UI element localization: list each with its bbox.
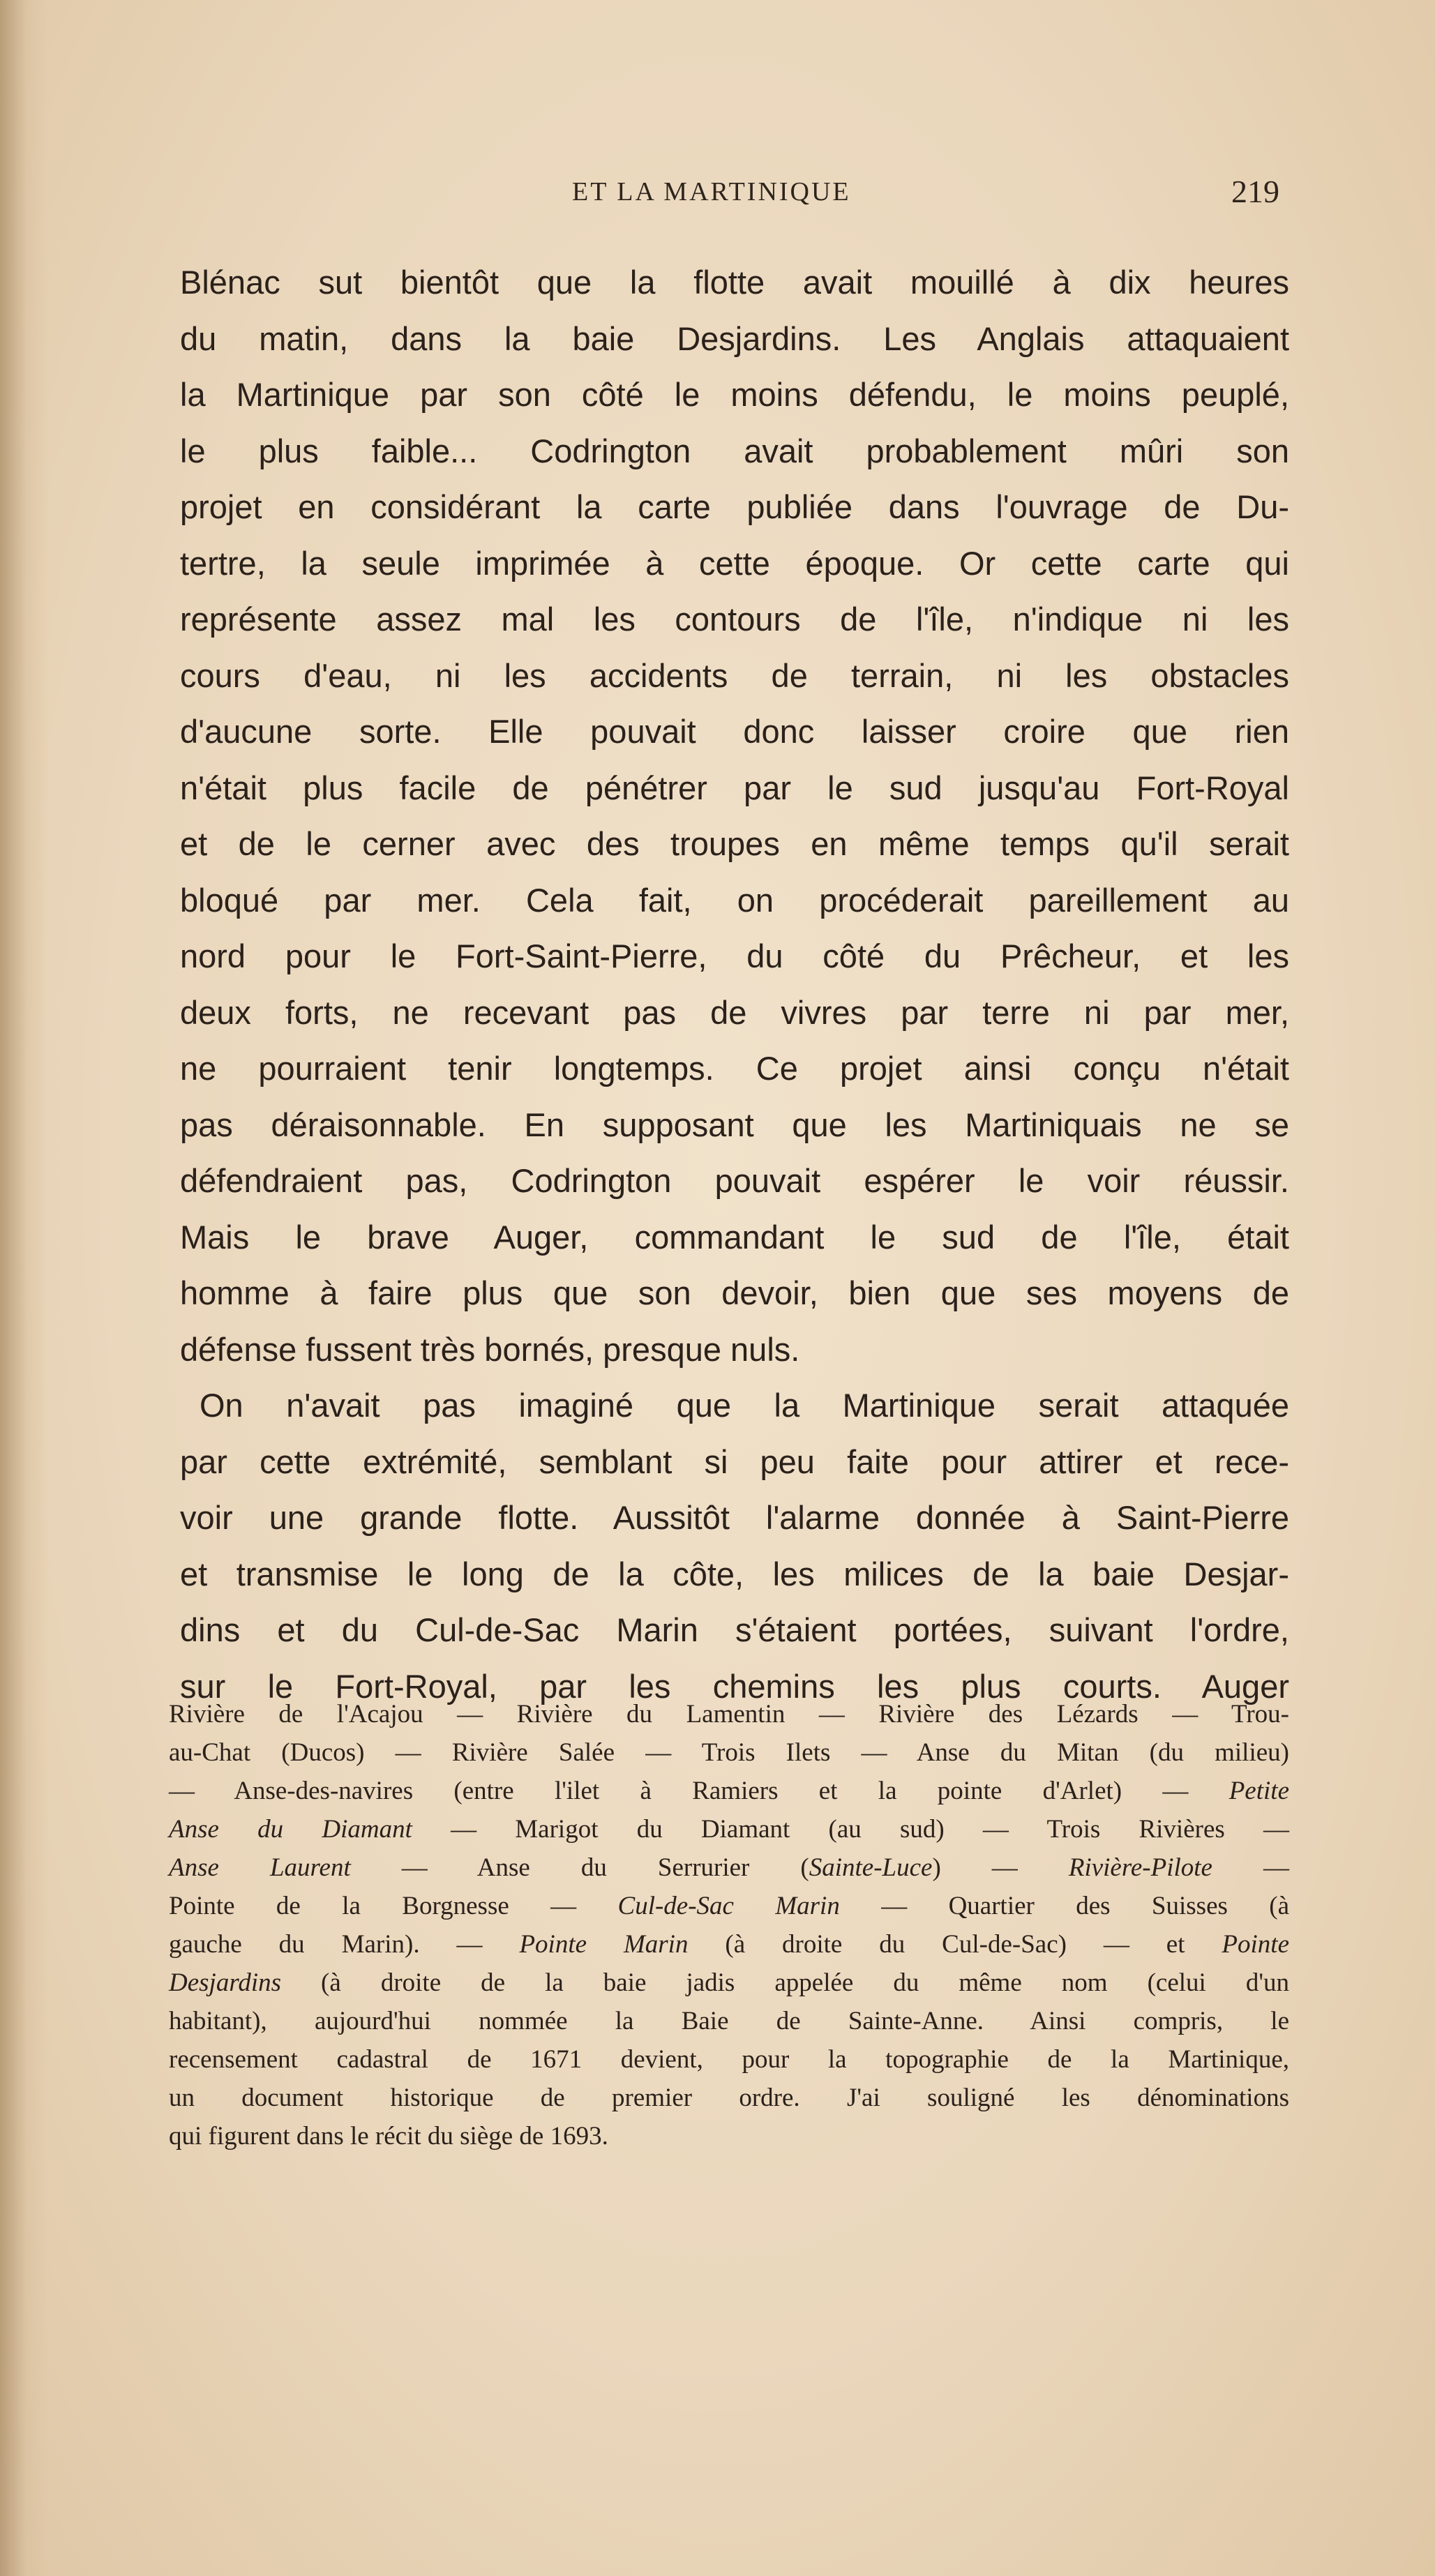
footnote-placename: Sainte-Luce xyxy=(809,1853,933,1882)
text-line: défense fussent très bornés, presque nuls. xyxy=(180,1330,800,1368)
page-edge-shadow xyxy=(0,0,49,2576)
text-line: Mais le brave Auger, commandant le sud de l'île, était xyxy=(180,1218,1289,1256)
footnote-line xyxy=(169,2040,1289,2079)
footnote-text: au-Chat (Ducos) — Rivière Salée — Trois Ilets — Anse du Mitan (du milieu) xyxy=(169,1738,1289,1767)
footnote-line xyxy=(169,1848,1289,1887)
footnote-line xyxy=(169,1925,1289,1964)
footnote-placename: Cul-de-Sac Marin xyxy=(617,1892,840,1920)
footnote-line xyxy=(169,1964,1289,2002)
footnote-placename: Pointe Marin xyxy=(519,1930,689,1959)
footnote-line xyxy=(169,1810,1289,1848)
text-line: du matin, dans la baie Desjardins. Les Anglais attaquaient xyxy=(180,319,1289,357)
text-line: pas déraisonnable. En supposant que les Martiniquais ne se xyxy=(180,1106,1289,1143)
footnote-line xyxy=(169,2002,1289,2040)
footnote-text: — xyxy=(1212,1853,1290,1882)
text-line: On n'avait pas imaginé que la Martinique serait attaquée xyxy=(200,1387,1289,1424)
footnote-text: recensement cadastral de 1671 devient, pour la topographie de la Martinique, xyxy=(169,2045,1289,2074)
page-number: 219 xyxy=(1231,174,1279,209)
text-line: représente assez mal les contours de l'île, n'indique ni les xyxy=(180,601,1289,638)
text-line: d'aucune sorte. Elle pouvait donc laisser croire que rien xyxy=(180,713,1289,750)
text-line: nord pour le Fort-Saint-Pierre, du côté du Prêcheur, et les xyxy=(180,937,1289,974)
text-line: le plus faible... Codrington avait probablement mûri son xyxy=(180,432,1289,469)
footnote-text: (à droite du Cul-de-Sac) — et xyxy=(688,1930,1222,1959)
footnote-line xyxy=(169,1733,1289,1772)
text-line: projet en considérant la carte publiée dans l'ouvrage de Du- xyxy=(180,488,1289,525)
page-header xyxy=(0,171,1435,213)
footnote-text: gauche du Marin). — xyxy=(169,1930,520,1959)
footnote-text: habitant), aujourd'hui nommée la Baie de Sainte-Anne. Ainsi compris, le xyxy=(169,2007,1289,2035)
footnote-text: qui figurent dans le récit du siège de 1693. xyxy=(169,2122,608,2151)
text-line: bloqué par mer. Cela fait, on procéderait pareillement au xyxy=(180,881,1289,919)
text-line: défendraient pas, Codrington pouvait espérer le voir réussir. xyxy=(180,1162,1289,1199)
footnote-text: — Anse-des-navires (entre l'ilet à Ramiers et la pointe d'Arlet) — xyxy=(169,1777,1229,1805)
footnote-text: — Anse du Serrurier ( xyxy=(350,1853,809,1882)
text-line: homme à faire plus que son devoir, bien que ses moyens de xyxy=(180,1274,1289,1311)
footnote-placename: Desjardins xyxy=(169,1968,282,1997)
text-line: ne pourraient tenir longtemps. Ce projet ainsi conçu n'était xyxy=(180,1050,1289,1087)
text-line: et transmise le long de la côte, les milices de la baie Desjar- xyxy=(180,1555,1289,1592)
footnote-text: Rivière de l'Acajou — Rivière du Lamentin — Rivière des Lézards — Trou- xyxy=(169,1700,1289,1728)
footnote-text: — Quartier des Suisses (à xyxy=(839,1892,1289,1920)
running-title: ET LA MARTINIQUE xyxy=(572,177,851,206)
footnote-line xyxy=(169,2079,1289,2117)
footnote-text: — Marigot du Diamant (au sud) — Trois Rivières — xyxy=(412,1815,1289,1844)
footnote xyxy=(169,1695,1289,2155)
footnote-line xyxy=(169,1695,1289,1733)
footnote-line xyxy=(169,2117,1289,2155)
text-line: et de le cerner avec des troupes en même temps qu'il serait xyxy=(180,825,1289,862)
footnote-line xyxy=(169,1772,1289,1810)
footnote-placename: Pointe xyxy=(1222,1930,1289,1959)
text-line: n'était plus facile de pénétrer par le sud jusqu'au Fort-Royal xyxy=(180,769,1289,806)
text-line: la Martinique par son côté le moins défendu, le moins peuplé, xyxy=(180,376,1289,413)
text-line: dins et du Cul-de-Sac Marin s'étaient portées, suivant l'ordre, xyxy=(180,1611,1289,1648)
footnote-placename: Anse Laurent xyxy=(169,1853,351,1882)
footnote-placename: Rivière-Pilote xyxy=(1068,1853,1212,1882)
text-line: voir une grande flotte. Aussitôt l'alarme donnée à Saint-Pierre xyxy=(180,1499,1289,1536)
body-text xyxy=(180,255,1289,1715)
text-line: tertre, la seule imprimée à cette époque. Or cette carte qui xyxy=(180,544,1289,582)
text-line: deux forts, ne recevant pas de vivres par terre ni par mer, xyxy=(180,993,1289,1031)
footnote-placename: Anse du Diamant xyxy=(169,1815,412,1844)
text-line: sur le Fort-Royal, par les chemins les plus courts. Auger xyxy=(180,1667,1289,1705)
text-line: par cette extrémité, semblant si peu faite pour attirer et rece- xyxy=(180,1443,1289,1480)
text-line: cours d'eau, ni les accidents de terrain, ni les obstacles xyxy=(180,656,1289,694)
footnote-text: (à droite de la baie jadis appelée du même nom (celui d'un xyxy=(281,1968,1289,1997)
footnote-text: un document historique de premier ordre. J'ai souligné les dénominations xyxy=(169,2084,1289,2112)
footnote-text: ) — xyxy=(932,1853,1069,1882)
footnote-line xyxy=(169,1887,1289,1925)
footnote-placename: Petite xyxy=(1229,1777,1289,1805)
text-line: Blénac sut bientôt que la flotte avait mouillé à dix heures xyxy=(180,264,1289,301)
footnote-text: Pointe de la Borgnesse — xyxy=(169,1892,618,1920)
